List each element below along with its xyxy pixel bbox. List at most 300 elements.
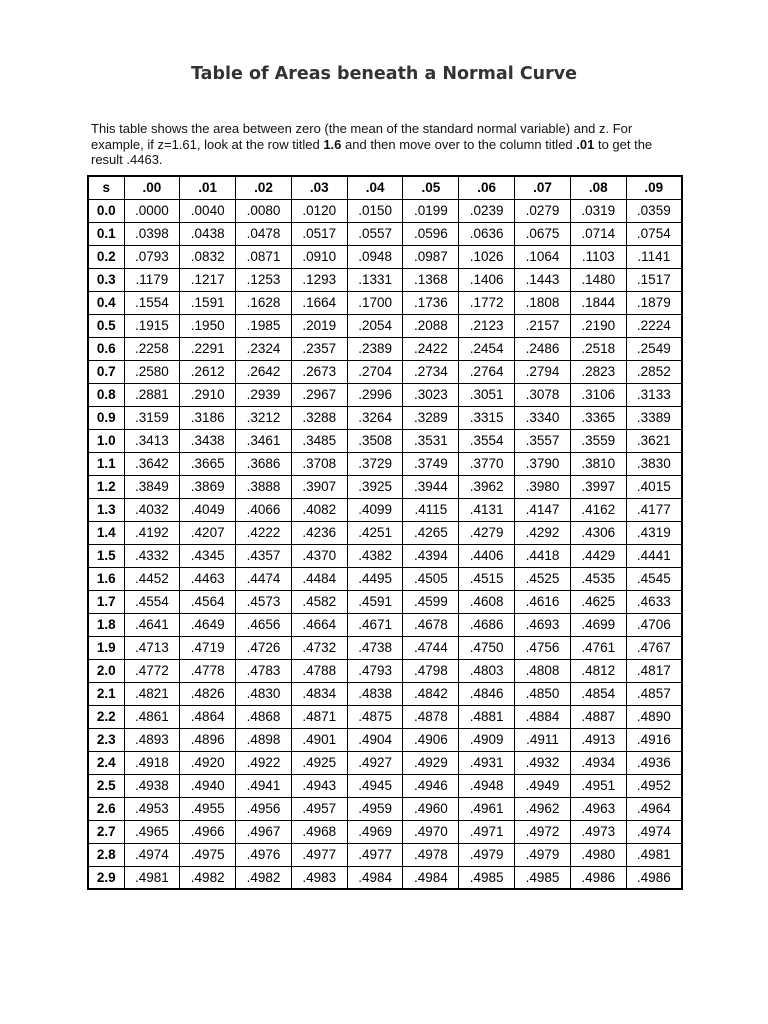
table-cell: .4147	[515, 498, 571, 521]
table-cell: .2518	[570, 337, 626, 360]
table-cell: .3289	[403, 406, 459, 429]
normal-curve-table	[87, 175, 683, 890]
table-cell: .3508	[347, 429, 403, 452]
table-cell: .2881	[124, 383, 180, 406]
table-cell: .0478	[236, 222, 292, 245]
table-cell: .4319	[626, 521, 682, 544]
table-cell: .4857	[626, 682, 682, 705]
intro-text-part3: to get the result .4463.	[91, 136, 653, 167]
table-cell: .1293	[291, 268, 347, 291]
table-cell: .2054	[347, 314, 403, 337]
table-cell: .4625	[570, 590, 626, 613]
column-header: .08	[570, 176, 626, 199]
table-cell: .4909	[459, 728, 515, 751]
table-cell: .4767	[626, 636, 682, 659]
table-cell: .3849	[124, 475, 180, 498]
table-row	[88, 498, 682, 521]
table-row	[88, 636, 682, 659]
table-cell: .4893	[124, 728, 180, 751]
table-cell: .4861	[124, 705, 180, 728]
table-cell: .4706	[626, 613, 682, 636]
row-header: 1.2	[88, 475, 124, 498]
table-cell: .3106	[570, 383, 626, 406]
table-cell: .3790	[515, 452, 571, 475]
table-cell: .4971	[459, 820, 515, 843]
table-cell: .4452	[124, 567, 180, 590]
table-cell: .4913	[570, 728, 626, 751]
table-cell: .0910	[291, 245, 347, 268]
column-header: .01	[180, 176, 236, 199]
table-cell: .4977	[291, 843, 347, 866]
table-cell: .4940	[180, 774, 236, 797]
column-header: .09	[626, 176, 682, 199]
table-row	[88, 590, 682, 613]
table-cell: .4970	[403, 820, 459, 843]
table-cell: .4984	[347, 866, 403, 889]
row-header: 1.5	[88, 544, 124, 567]
table-cell: .3264	[347, 406, 403, 429]
table-cell: .3531	[403, 429, 459, 452]
intro-paragraph	[91, 121, 681, 168]
table-header-row	[88, 176, 682, 199]
table-cell: .4976	[236, 843, 292, 866]
table-cell: .1808	[515, 291, 571, 314]
table-cell: .3340	[515, 406, 571, 429]
table-cell: .2996	[347, 383, 403, 406]
table-cell: .4732	[291, 636, 347, 659]
row-header: 0.1	[88, 222, 124, 245]
table-row	[88, 774, 682, 797]
table-cell: .2190	[570, 314, 626, 337]
table-cell: .4699	[570, 613, 626, 636]
row-header: 1.3	[88, 498, 124, 521]
table-row	[88, 337, 682, 360]
table-cell: .4964	[626, 797, 682, 820]
table-cell: .4726	[236, 636, 292, 659]
table-cell: .3559	[570, 429, 626, 452]
row-header: 0.8	[88, 383, 124, 406]
table-cell: .4306	[570, 521, 626, 544]
table-cell: .3810	[570, 452, 626, 475]
column-header: .04	[347, 176, 403, 199]
table-cell: .1480	[570, 268, 626, 291]
table-row	[88, 659, 682, 682]
table-cell: .4812	[570, 659, 626, 682]
table-cell: .0714	[570, 222, 626, 245]
table-cell: .1950	[180, 314, 236, 337]
table-cell: .0279	[515, 199, 571, 222]
table-cell: .4719	[180, 636, 236, 659]
table-cell: .4986	[626, 866, 682, 889]
table-cell: .0398	[124, 222, 180, 245]
table-row	[88, 383, 682, 406]
table-cell: .4962	[515, 797, 571, 820]
table-cell: .4099	[347, 498, 403, 521]
intro-row-example: 1.6	[323, 136, 342, 152]
table-cell: .4904	[347, 728, 403, 751]
row-header: 1.9	[88, 636, 124, 659]
table-cell: .1664	[291, 291, 347, 314]
table-cell: .1141	[626, 245, 682, 268]
table-cell: .4783	[236, 659, 292, 682]
table-cell: .4554	[124, 590, 180, 613]
table-cell: .0000	[124, 199, 180, 222]
table-cell: .4713	[124, 636, 180, 659]
table-cell: .4830	[236, 682, 292, 705]
table-cell: .2422	[403, 337, 459, 360]
table-cell: .1554	[124, 291, 180, 314]
table-cell: .4975	[180, 843, 236, 866]
table-cell: .4982	[180, 866, 236, 889]
table-cell: .4965	[124, 820, 180, 843]
table-body	[88, 199, 682, 889]
row-header: 2.4	[88, 751, 124, 774]
table-cell: .1217	[180, 268, 236, 291]
table-cell: .3315	[459, 406, 515, 429]
table-cell: .4966	[180, 820, 236, 843]
intro-text-part2: and then move over to the column titled	[341, 136, 577, 152]
table-cell: .3365	[570, 406, 626, 429]
table-cell: .4744	[403, 636, 459, 659]
table-cell: .4382	[347, 544, 403, 567]
table-cell: .4817	[626, 659, 682, 682]
table-cell: .4394	[403, 544, 459, 567]
table-cell: .4463	[180, 567, 236, 590]
table-row	[88, 452, 682, 475]
table-cell: .4671	[347, 613, 403, 636]
table-cell: .4951	[570, 774, 626, 797]
table-cell: .4982	[236, 866, 292, 889]
row-header: 0.5	[88, 314, 124, 337]
table-cell: .4015	[626, 475, 682, 498]
table-row	[88, 820, 682, 843]
table-row	[88, 291, 682, 314]
table-cell: .4967	[236, 820, 292, 843]
table-cell: .0675	[515, 222, 571, 245]
table-cell: .4207	[180, 521, 236, 544]
table-cell: .4370	[291, 544, 347, 567]
table-cell: .4952	[626, 774, 682, 797]
table-cell: .4292	[515, 521, 571, 544]
table-cell: .4881	[459, 705, 515, 728]
table-cell: .4875	[347, 705, 403, 728]
row-header: 1.8	[88, 613, 124, 636]
table-cell: .3023	[403, 383, 459, 406]
table-cell: .4656	[236, 613, 292, 636]
table-cell: .3980	[515, 475, 571, 498]
table-cell: .4941	[236, 774, 292, 797]
table-cell: .4955	[180, 797, 236, 820]
table-cell: .4957	[291, 797, 347, 820]
table-cell: .3621	[626, 429, 682, 452]
table-cell: .4871	[291, 705, 347, 728]
table-cell: .2357	[291, 337, 347, 360]
row-header: 0.6	[88, 337, 124, 360]
table-cell: .1253	[236, 268, 292, 291]
table-cell: .3665	[180, 452, 236, 475]
table-cell: .3708	[291, 452, 347, 475]
table-cell: .4582	[291, 590, 347, 613]
table-cell: .3413	[124, 429, 180, 452]
table-cell: .4887	[570, 705, 626, 728]
table-row	[88, 567, 682, 590]
table-cell: .4418	[515, 544, 571, 567]
table-cell: .0636	[459, 222, 515, 245]
column-header: .05	[403, 176, 459, 199]
table-cell: .4525	[515, 567, 571, 590]
table-cell: .4934	[570, 751, 626, 774]
table-cell: .4545	[626, 567, 682, 590]
table-cell: .4474	[236, 567, 292, 590]
table-cell: .2389	[347, 337, 403, 360]
row-header: 1.4	[88, 521, 124, 544]
row-header: 1.1	[88, 452, 124, 475]
table-cell: .2910	[180, 383, 236, 406]
table-cell: .2157	[515, 314, 571, 337]
table-cell: .4649	[180, 613, 236, 636]
row-header: 0.7	[88, 360, 124, 383]
table-row	[88, 268, 682, 291]
table-row	[88, 429, 682, 452]
table-cell: .0239	[459, 199, 515, 222]
table-cell: .4279	[459, 521, 515, 544]
table-cell: .4850	[515, 682, 571, 705]
table-row	[88, 705, 682, 728]
table-cell: .4906	[403, 728, 459, 751]
table-cell: .4082	[291, 498, 347, 521]
table-cell: .2549	[626, 337, 682, 360]
table-cell: .4265	[403, 521, 459, 544]
intro-column-example: .01	[576, 136, 595, 152]
table-cell: .2258	[124, 337, 180, 360]
table-cell: .4608	[459, 590, 515, 613]
table-cell: .4979	[515, 843, 571, 866]
table-cell: .0040	[180, 199, 236, 222]
row-header: 2.8	[88, 843, 124, 866]
column-header: .07	[515, 176, 571, 199]
table-row	[88, 360, 682, 383]
table-cell: .4945	[347, 774, 403, 797]
table-cell: .0832	[180, 245, 236, 268]
table-cell: .4778	[180, 659, 236, 682]
table-cell: .4115	[403, 498, 459, 521]
table-cell: .4896	[180, 728, 236, 751]
table-cell: .4977	[347, 843, 403, 866]
table-cell: .0319	[570, 199, 626, 222]
table-cell: .2486	[515, 337, 571, 360]
row-header: 0.2	[88, 245, 124, 268]
table-cell: .4916	[626, 728, 682, 751]
table-cell: .4484	[291, 567, 347, 590]
table-cell: .4756	[515, 636, 571, 659]
table-cell: .2794	[515, 360, 571, 383]
table-cell: .2580	[124, 360, 180, 383]
table-cell: .4974	[124, 843, 180, 866]
table-cell: .4599	[403, 590, 459, 613]
table-cell: .4985	[515, 866, 571, 889]
column-header: .06	[459, 176, 515, 199]
table-cell: .4925	[291, 751, 347, 774]
table-cell: .4898	[236, 728, 292, 751]
table-row	[88, 728, 682, 751]
table-cell: .4678	[403, 613, 459, 636]
table-cell: .4788	[291, 659, 347, 682]
table-cell: .4969	[347, 820, 403, 843]
table-cell: .4842	[403, 682, 459, 705]
row-header: 1.7	[88, 590, 124, 613]
table-cell: .4633	[626, 590, 682, 613]
table-cell: .4890	[626, 705, 682, 728]
row-header: 2.7	[88, 820, 124, 843]
table-cell: .2088	[403, 314, 459, 337]
table-cell: .4049	[180, 498, 236, 521]
table-cell: .0948	[347, 245, 403, 268]
row-header: 0.9	[88, 406, 124, 429]
table-cell: .2123	[459, 314, 515, 337]
table-cell: .4686	[459, 613, 515, 636]
table-row	[88, 544, 682, 567]
table-cell: .3888	[236, 475, 292, 498]
row-header: 1.6	[88, 567, 124, 590]
row-header: 2.1	[88, 682, 124, 705]
table-cell: .2764	[459, 360, 515, 383]
table-cell: .2734	[403, 360, 459, 383]
table-cell: .3729	[347, 452, 403, 475]
table-cell: .1591	[180, 291, 236, 314]
table-cell: .3078	[515, 383, 571, 406]
row-header: 0.4	[88, 291, 124, 314]
table-cell: .4738	[347, 636, 403, 659]
table-cell: .0517	[291, 222, 347, 245]
table-cell: .2704	[347, 360, 403, 383]
table-cell: .4564	[180, 590, 236, 613]
row-header: 2.9	[88, 866, 124, 889]
table-cell: .2224	[626, 314, 682, 337]
table-cell: .1064	[515, 245, 571, 268]
table-cell: .0080	[236, 199, 292, 222]
table-cell: .3686	[236, 452, 292, 475]
table-cell: .4936	[626, 751, 682, 774]
table-cell: .4929	[403, 751, 459, 774]
table-cell: .4406	[459, 544, 515, 567]
table-row	[88, 797, 682, 820]
table-cell: .4961	[459, 797, 515, 820]
table-cell: .4864	[180, 705, 236, 728]
table-cell: .3133	[626, 383, 682, 406]
table-cell: .3925	[347, 475, 403, 498]
table-cell: .4938	[124, 774, 180, 797]
table-cell: .4949	[515, 774, 571, 797]
table-cell: .0754	[626, 222, 682, 245]
table-cell: .4793	[347, 659, 403, 682]
table-cell: .4826	[180, 682, 236, 705]
table-cell: .4981	[124, 866, 180, 889]
row-header: 2.5	[88, 774, 124, 797]
row-header: 2.6	[88, 797, 124, 820]
table-cell: .3186	[180, 406, 236, 429]
table-cell: .4878	[403, 705, 459, 728]
table-cell: .4505	[403, 567, 459, 590]
table-cell: .3051	[459, 383, 515, 406]
table-cell: .2454	[459, 337, 515, 360]
table-cell: .4192	[124, 521, 180, 544]
table-cell: .4854	[570, 682, 626, 705]
table-cell: .2939	[236, 383, 292, 406]
table-cell: .2612	[180, 360, 236, 383]
table-cell: .3554	[459, 429, 515, 452]
table-cell: .2673	[291, 360, 347, 383]
table-cell: .4983	[291, 866, 347, 889]
row-header: 0.3	[88, 268, 124, 291]
table-cell: .3749	[403, 452, 459, 475]
table-cell: .3997	[570, 475, 626, 498]
table-cell: .4846	[459, 682, 515, 705]
table-cell: .4918	[124, 751, 180, 774]
table-cell: .4956	[236, 797, 292, 820]
table-cell: .3438	[180, 429, 236, 452]
table-cell: .4978	[403, 843, 459, 866]
table-cell: .4920	[180, 751, 236, 774]
table-cell: .3212	[236, 406, 292, 429]
table-cell: .1628	[236, 291, 292, 314]
table-cell: .4495	[347, 567, 403, 590]
table-cell: .4901	[291, 728, 347, 751]
table-row	[88, 521, 682, 544]
table-cell: .4943	[291, 774, 347, 797]
table-cell: .3485	[291, 429, 347, 452]
table-cell: .4066	[236, 498, 292, 521]
table-cell: .1103	[570, 245, 626, 268]
table-cell: .0438	[180, 222, 236, 245]
table-cell: .4177	[626, 498, 682, 521]
table-cell: .1406	[459, 268, 515, 291]
table-cell: .1736	[403, 291, 459, 314]
table-cell: .1368	[403, 268, 459, 291]
table-cell: .3770	[459, 452, 515, 475]
table-row	[88, 843, 682, 866]
table-row	[88, 314, 682, 337]
table-cell: .4948	[459, 774, 515, 797]
table-cell: .4535	[570, 567, 626, 590]
table-cell: .0120	[291, 199, 347, 222]
table-row	[88, 866, 682, 889]
table-cell: .4968	[291, 820, 347, 843]
table-cell: .3461	[236, 429, 292, 452]
table-cell: .4981	[626, 843, 682, 866]
table-cell: .3830	[626, 452, 682, 475]
table-cell: .4838	[347, 682, 403, 705]
table-cell: .4131	[459, 498, 515, 521]
table-cell: .4932	[515, 751, 571, 774]
table-cell: .1915	[124, 314, 180, 337]
table-cell: .0359	[626, 199, 682, 222]
table-cell: .4693	[515, 613, 571, 636]
table-cell: .4985	[459, 866, 515, 889]
table-row	[88, 475, 682, 498]
table-cell: .4979	[459, 843, 515, 866]
table-cell: .4772	[124, 659, 180, 682]
table-row	[88, 613, 682, 636]
table-cell: .4959	[347, 797, 403, 820]
column-header: .00	[124, 176, 180, 199]
table-cell: .1026	[459, 245, 515, 268]
table-cell: .4927	[347, 751, 403, 774]
table-cell: .1700	[347, 291, 403, 314]
table-cell: .4345	[180, 544, 236, 567]
table-cell: .4868	[236, 705, 292, 728]
table-cell: .4922	[236, 751, 292, 774]
table-cell: .4616	[515, 590, 571, 613]
